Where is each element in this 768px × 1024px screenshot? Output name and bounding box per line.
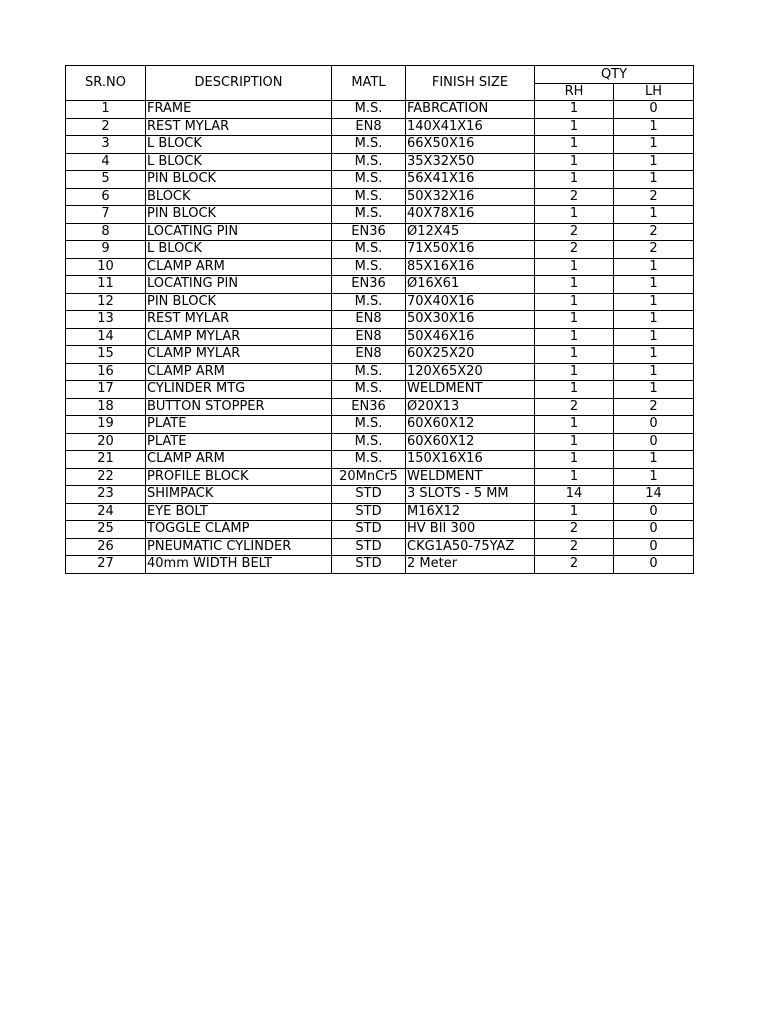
cell-matl: M.S. — [332, 433, 406, 451]
table-row — [66, 503, 694, 521]
cell-qty-rh: 1 — [535, 468, 614, 486]
cell-qty-rh: 1 — [535, 416, 614, 434]
cell-description: BLOCK — [146, 188, 332, 206]
cell-sr-no: 18 — [66, 398, 146, 416]
cell-finish-size: CKG1A50-75YAZ — [406, 538, 535, 556]
cell-finish-size: 60X25X20 — [406, 346, 535, 364]
cell-qty-rh: 2 — [535, 398, 614, 416]
cell-finish-size: 50X30X16 — [406, 311, 535, 329]
cell-finish-size: 60X60X12 — [406, 433, 535, 451]
cell-qty-rh: 2 — [535, 188, 614, 206]
cell-qty-lh: 0 — [614, 503, 694, 521]
table-row — [66, 486, 694, 504]
cell-qty-rh: 1 — [535, 328, 614, 346]
cell-matl: EN8 — [332, 311, 406, 329]
cell-matl: M.S. — [332, 258, 406, 276]
cell-description: REST MYLAR — [146, 118, 332, 136]
cell-finish-size: M16X12 — [406, 503, 535, 521]
table-row — [66, 538, 694, 556]
cell-description: CLAMP MYLAR — [146, 346, 332, 364]
cell-sr-no: 8 — [66, 223, 146, 241]
cell-matl: STD — [332, 486, 406, 504]
cell-matl: M.S. — [332, 363, 406, 381]
cell-matl: EN8 — [332, 118, 406, 136]
cell-description: PLATE — [146, 416, 332, 434]
cell-finish-size: 2 Meter — [406, 556, 535, 574]
cell-sr-no: 5 — [66, 171, 146, 189]
table-row — [66, 346, 694, 364]
cell-matl: STD — [332, 503, 406, 521]
table-row — [66, 293, 694, 311]
table-row — [66, 206, 694, 224]
cell-qty-lh: 1 — [614, 381, 694, 399]
cell-qty-lh: 0 — [614, 556, 694, 574]
cell-qty-rh: 1 — [535, 276, 614, 294]
cell-description: L BLOCK — [146, 153, 332, 171]
cell-qty-lh: 1 — [614, 136, 694, 154]
cell-matl: M.S. — [332, 188, 406, 206]
cell-qty-rh: 2 — [535, 556, 614, 574]
table-row — [66, 188, 694, 206]
cell-sr-no: 4 — [66, 153, 146, 171]
cell-qty-lh: 2 — [614, 188, 694, 206]
cell-qty-lh: 14 — [614, 486, 694, 504]
cell-description: LOCATING PIN — [146, 223, 332, 241]
cell-qty-rh: 1 — [535, 258, 614, 276]
cell-description: BUTTON STOPPER — [146, 398, 332, 416]
table-row — [66, 398, 694, 416]
cell-sr-no: 27 — [66, 556, 146, 574]
cell-qty-lh: 1 — [614, 276, 694, 294]
cell-sr-no: 22 — [66, 468, 146, 486]
header-qty: QTY — [535, 66, 694, 84]
cell-description: FRAME — [146, 101, 332, 119]
cell-sr-no: 10 — [66, 258, 146, 276]
table-row — [66, 258, 694, 276]
table-row — [66, 136, 694, 154]
cell-description: CYLINDER MTG — [146, 381, 332, 399]
cell-sr-no: 7 — [66, 206, 146, 224]
cell-matl: M.S. — [332, 381, 406, 399]
table-row — [66, 521, 694, 539]
cell-qty-rh: 1 — [535, 381, 614, 399]
cell-sr-no: 6 — [66, 188, 146, 206]
cell-qty-rh: 1 — [535, 171, 614, 189]
cell-sr-no: 14 — [66, 328, 146, 346]
cell-description: PIN BLOCK — [146, 293, 332, 311]
cell-qty-rh: 1 — [535, 136, 614, 154]
cell-qty-lh: 1 — [614, 171, 694, 189]
cell-qty-lh: 1 — [614, 328, 694, 346]
cell-matl: EN36 — [332, 223, 406, 241]
table-row — [66, 363, 694, 381]
cell-qty-lh: 0 — [614, 538, 694, 556]
cell-finish-size: 35X32X50 — [406, 153, 535, 171]
cell-matl: EN36 — [332, 276, 406, 294]
cell-qty-rh: 1 — [535, 101, 614, 119]
cell-qty-rh: 1 — [535, 433, 614, 451]
cell-qty-lh: 2 — [614, 398, 694, 416]
cell-matl: EN8 — [332, 346, 406, 364]
cell-finish-size: 85X16X16 — [406, 258, 535, 276]
table-row — [66, 241, 694, 259]
cell-finish-size: Ø12X45 — [406, 223, 535, 241]
cell-qty-rh: 2 — [535, 223, 614, 241]
cell-qty-rh: 2 — [535, 538, 614, 556]
cell-sr-no: 21 — [66, 451, 146, 469]
cell-description: PLATE — [146, 433, 332, 451]
cell-finish-size: 70X40X16 — [406, 293, 535, 311]
table-row — [66, 101, 694, 119]
cell-finish-size: WELDMENT — [406, 468, 535, 486]
cell-qty-lh: 0 — [614, 433, 694, 451]
cell-qty-rh: 2 — [535, 521, 614, 539]
cell-sr-no: 23 — [66, 486, 146, 504]
cell-sr-no: 26 — [66, 538, 146, 556]
cell-sr-no: 13 — [66, 311, 146, 329]
cell-matl: M.S. — [332, 153, 406, 171]
cell-matl: EN36 — [332, 398, 406, 416]
cell-matl: M.S. — [332, 101, 406, 119]
cell-description: EYE BOLT — [146, 503, 332, 521]
table-row — [66, 556, 694, 574]
table-row — [66, 118, 694, 136]
cell-qty-rh: 1 — [535, 153, 614, 171]
header-sr-no: SR.NO — [66, 66, 146, 101]
cell-sr-no: 2 — [66, 118, 146, 136]
cell-sr-no: 24 — [66, 503, 146, 521]
cell-description: CLAMP ARM — [146, 451, 332, 469]
cell-sr-no: 11 — [66, 276, 146, 294]
cell-finish-size: HV BII 300 — [406, 521, 535, 539]
cell-description: SHIMPACK — [146, 486, 332, 504]
header-matl: MATL — [332, 66, 406, 101]
cell-finish-size: 120X65X20 — [406, 363, 535, 381]
table-row — [66, 223, 694, 241]
cell-matl: M.S. — [332, 451, 406, 469]
cell-qty-lh: 1 — [614, 311, 694, 329]
table-row — [66, 381, 694, 399]
cell-sr-no: 16 — [66, 363, 146, 381]
cell-finish-size: 3 SLOTS - 5 MM — [406, 486, 535, 504]
cell-qty-lh: 1 — [614, 451, 694, 469]
cell-description: L BLOCK — [146, 241, 332, 259]
table-row — [66, 433, 694, 451]
table-header — [66, 66, 694, 101]
cell-description: L BLOCK — [146, 136, 332, 154]
cell-description: TOGGLE CLAMP — [146, 521, 332, 539]
cell-sr-no: 20 — [66, 433, 146, 451]
cell-finish-size: 71X50X16 — [406, 241, 535, 259]
cell-sr-no: 12 — [66, 293, 146, 311]
cell-finish-size: Ø16X61 — [406, 276, 535, 294]
cell-finish-size: 150X16X16 — [406, 451, 535, 469]
cell-qty-lh: 1 — [614, 153, 694, 171]
cell-matl: M.S. — [332, 206, 406, 224]
cell-sr-no: 19 — [66, 416, 146, 434]
cell-description: CLAMP MYLAR — [146, 328, 332, 346]
cell-finish-size: 56X41X16 — [406, 171, 535, 189]
cell-qty-lh: 1 — [614, 468, 694, 486]
cell-sr-no: 17 — [66, 381, 146, 399]
cell-matl: 20MnCr5 — [332, 468, 406, 486]
cell-qty-lh: 1 — [614, 346, 694, 364]
cell-finish-size: 50X32X16 — [406, 188, 535, 206]
cell-sr-no: 15 — [66, 346, 146, 364]
cell-matl: STD — [332, 556, 406, 574]
cell-qty-rh: 1 — [535, 206, 614, 224]
cell-description: PROFILE BLOCK — [146, 468, 332, 486]
cell-sr-no: 1 — [66, 101, 146, 119]
cell-qty-rh: 1 — [535, 118, 614, 136]
cell-matl: M.S. — [332, 293, 406, 311]
cell-description: CLAMP ARM — [146, 258, 332, 276]
cell-finish-size: 140X41X16 — [406, 118, 535, 136]
cell-description: PIN BLOCK — [146, 206, 332, 224]
cell-finish-size: 40X78X16 — [406, 206, 535, 224]
cell-matl: M.S. — [332, 416, 406, 434]
cell-sr-no: 9 — [66, 241, 146, 259]
cell-qty-lh: 1 — [614, 363, 694, 381]
header-description: DESCRIPTION — [146, 66, 332, 101]
cell-qty-rh: 1 — [535, 346, 614, 364]
cell-matl: EN8 — [332, 328, 406, 346]
cell-description: REST MYLAR — [146, 311, 332, 329]
cell-finish-size: 50X46X16 — [406, 328, 535, 346]
cell-finish-size: 60X60X12 — [406, 416, 535, 434]
cell-qty-lh: 0 — [614, 416, 694, 434]
cell-matl: M.S. — [332, 241, 406, 259]
cell-finish-size: FABRCATION — [406, 101, 535, 119]
cell-description: 40mm WIDTH BELT — [146, 556, 332, 574]
cell-qty-rh: 2 — [535, 241, 614, 259]
cell-sr-no: 25 — [66, 521, 146, 539]
cell-qty-lh: 1 — [614, 118, 694, 136]
cell-qty-lh: 2 — [614, 223, 694, 241]
table-row — [66, 451, 694, 469]
table-row — [66, 311, 694, 329]
bom-table — [65, 65, 694, 574]
table-row — [66, 276, 694, 294]
cell-qty-rh: 1 — [535, 503, 614, 521]
cell-qty-lh: 1 — [614, 293, 694, 311]
cell-qty-lh: 0 — [614, 101, 694, 119]
table-row — [66, 416, 694, 434]
cell-description: LOCATING PIN — [146, 276, 332, 294]
header-lh: LH — [614, 84, 694, 101]
table-body — [66, 101, 694, 574]
cell-matl: STD — [332, 521, 406, 539]
cell-matl: M.S. — [332, 171, 406, 189]
cell-qty-rh: 1 — [535, 311, 614, 329]
cell-description: CLAMP ARM — [146, 363, 332, 381]
cell-finish-size: WELDMENT — [406, 381, 535, 399]
table-row — [66, 328, 694, 346]
cell-description: PIN BLOCK — [146, 171, 332, 189]
cell-qty-lh: 1 — [614, 206, 694, 224]
cell-qty-lh: 0 — [614, 521, 694, 539]
cell-sr-no: 3 — [66, 136, 146, 154]
cell-qty-lh: 2 — [614, 241, 694, 259]
cell-finish-size: Ø20X13 — [406, 398, 535, 416]
cell-qty-rh: 1 — [535, 451, 614, 469]
table-row — [66, 153, 694, 171]
cell-matl: M.S. — [332, 136, 406, 154]
cell-qty-rh: 14 — [535, 486, 614, 504]
cell-qty-rh: 1 — [535, 293, 614, 311]
table-row — [66, 468, 694, 486]
cell-description: PNEUMATIC CYLINDER — [146, 538, 332, 556]
header-rh: RH — [535, 84, 614, 101]
cell-matl: STD — [332, 538, 406, 556]
table-row — [66, 171, 694, 189]
header-finish-size: FINISH SIZE — [406, 66, 535, 101]
cell-finish-size: 66X50X16 — [406, 136, 535, 154]
cell-qty-lh: 1 — [614, 258, 694, 276]
cell-qty-rh: 1 — [535, 363, 614, 381]
